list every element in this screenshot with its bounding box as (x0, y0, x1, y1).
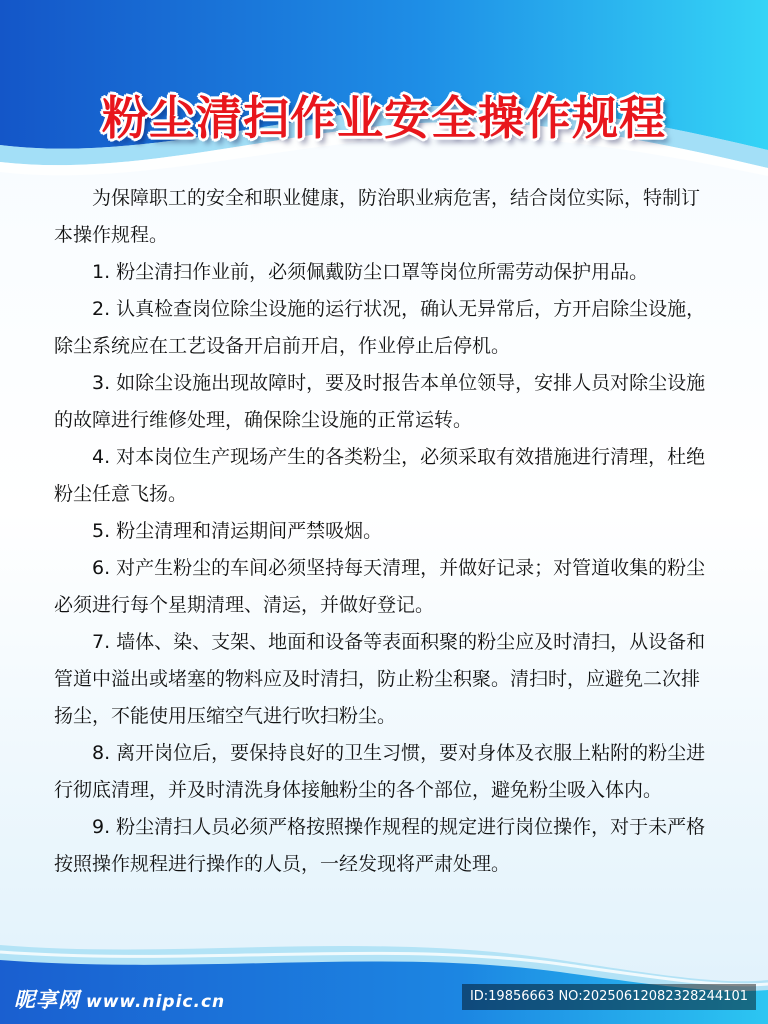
rule-item-6: 6. 对产生粉尘的车间必须坚持每天清理，并做好记录；对管道收集的粉尘必须进行每个星期清理、清运，并做好登记。 (54, 557, 706, 616)
rule-item-4: 4. 对本岗位生产现场产生的各类粉尘，必须采取有效措施进行清理，杜绝粉尘任意飞扬。 (54, 446, 706, 505)
watermark-id: ID:19856663 NO:20250612082328244101 (462, 984, 756, 1010)
rule-item-7: 7. 墙体、染、支架、地面和设备等表面积聚的粉尘应及时清扫，从设备和管道中溢出或堵塞的物料应及时清扫，防止粉尘积聚。清扫时，应避免二次排扬尘，不能使用压缩空气进行吹扫粉尘。 (54, 631, 706, 727)
rule-item-1: 1. 粉尘清扫作业前，必须佩戴防尘口罩等岗位所需劳动保护用品。 (92, 261, 649, 283)
intro-paragraph: 为保障职工的安全和职业健康，防治职业病危害，结合岗位实际，特制订本操作规程。 (54, 187, 701, 246)
rule-item-8: 8. 离开岗位后，要保持良好的卫生习惯，要对身体及衣服上粘附的粉尘进行彻底清理，并及时清洗身体接触粉尘的各个部位，避免粉尘吸入体内。 (54, 742, 706, 801)
rule-item-5: 5. 粉尘清理和清运期间严禁吸烟。 (92, 520, 383, 542)
watermark-logo (14, 984, 225, 1014)
watermark-site-url: www.nipic.cn (86, 992, 226, 1012)
regulation-content (54, 180, 716, 883)
poster-title: 粉尘清扫作业安全操作规程 (102, 91, 666, 145)
watermark-site-name: 昵享网 (14, 988, 80, 1012)
rule-item-3: 3. 如除尘设施出现故障时，要及时报告本单位领导，安排人员对除尘设施的故障进行维修处理，确保除尘设施的正常运转。 (54, 372, 706, 431)
rule-item-9: 9. 粉尘清扫人员必须严格按照操作规程的规定进行岗位操作，对于未严格按照操作规程进行操作的人员，一经发现将严肃处理。 (54, 816, 706, 875)
rule-item-2: 2. 认真检查岗位除尘设施的运行状况，确认无异常后，方开启除尘设施，除尘系统应在工艺设备开启前开启，作业停止后停机。 (54, 298, 706, 357)
